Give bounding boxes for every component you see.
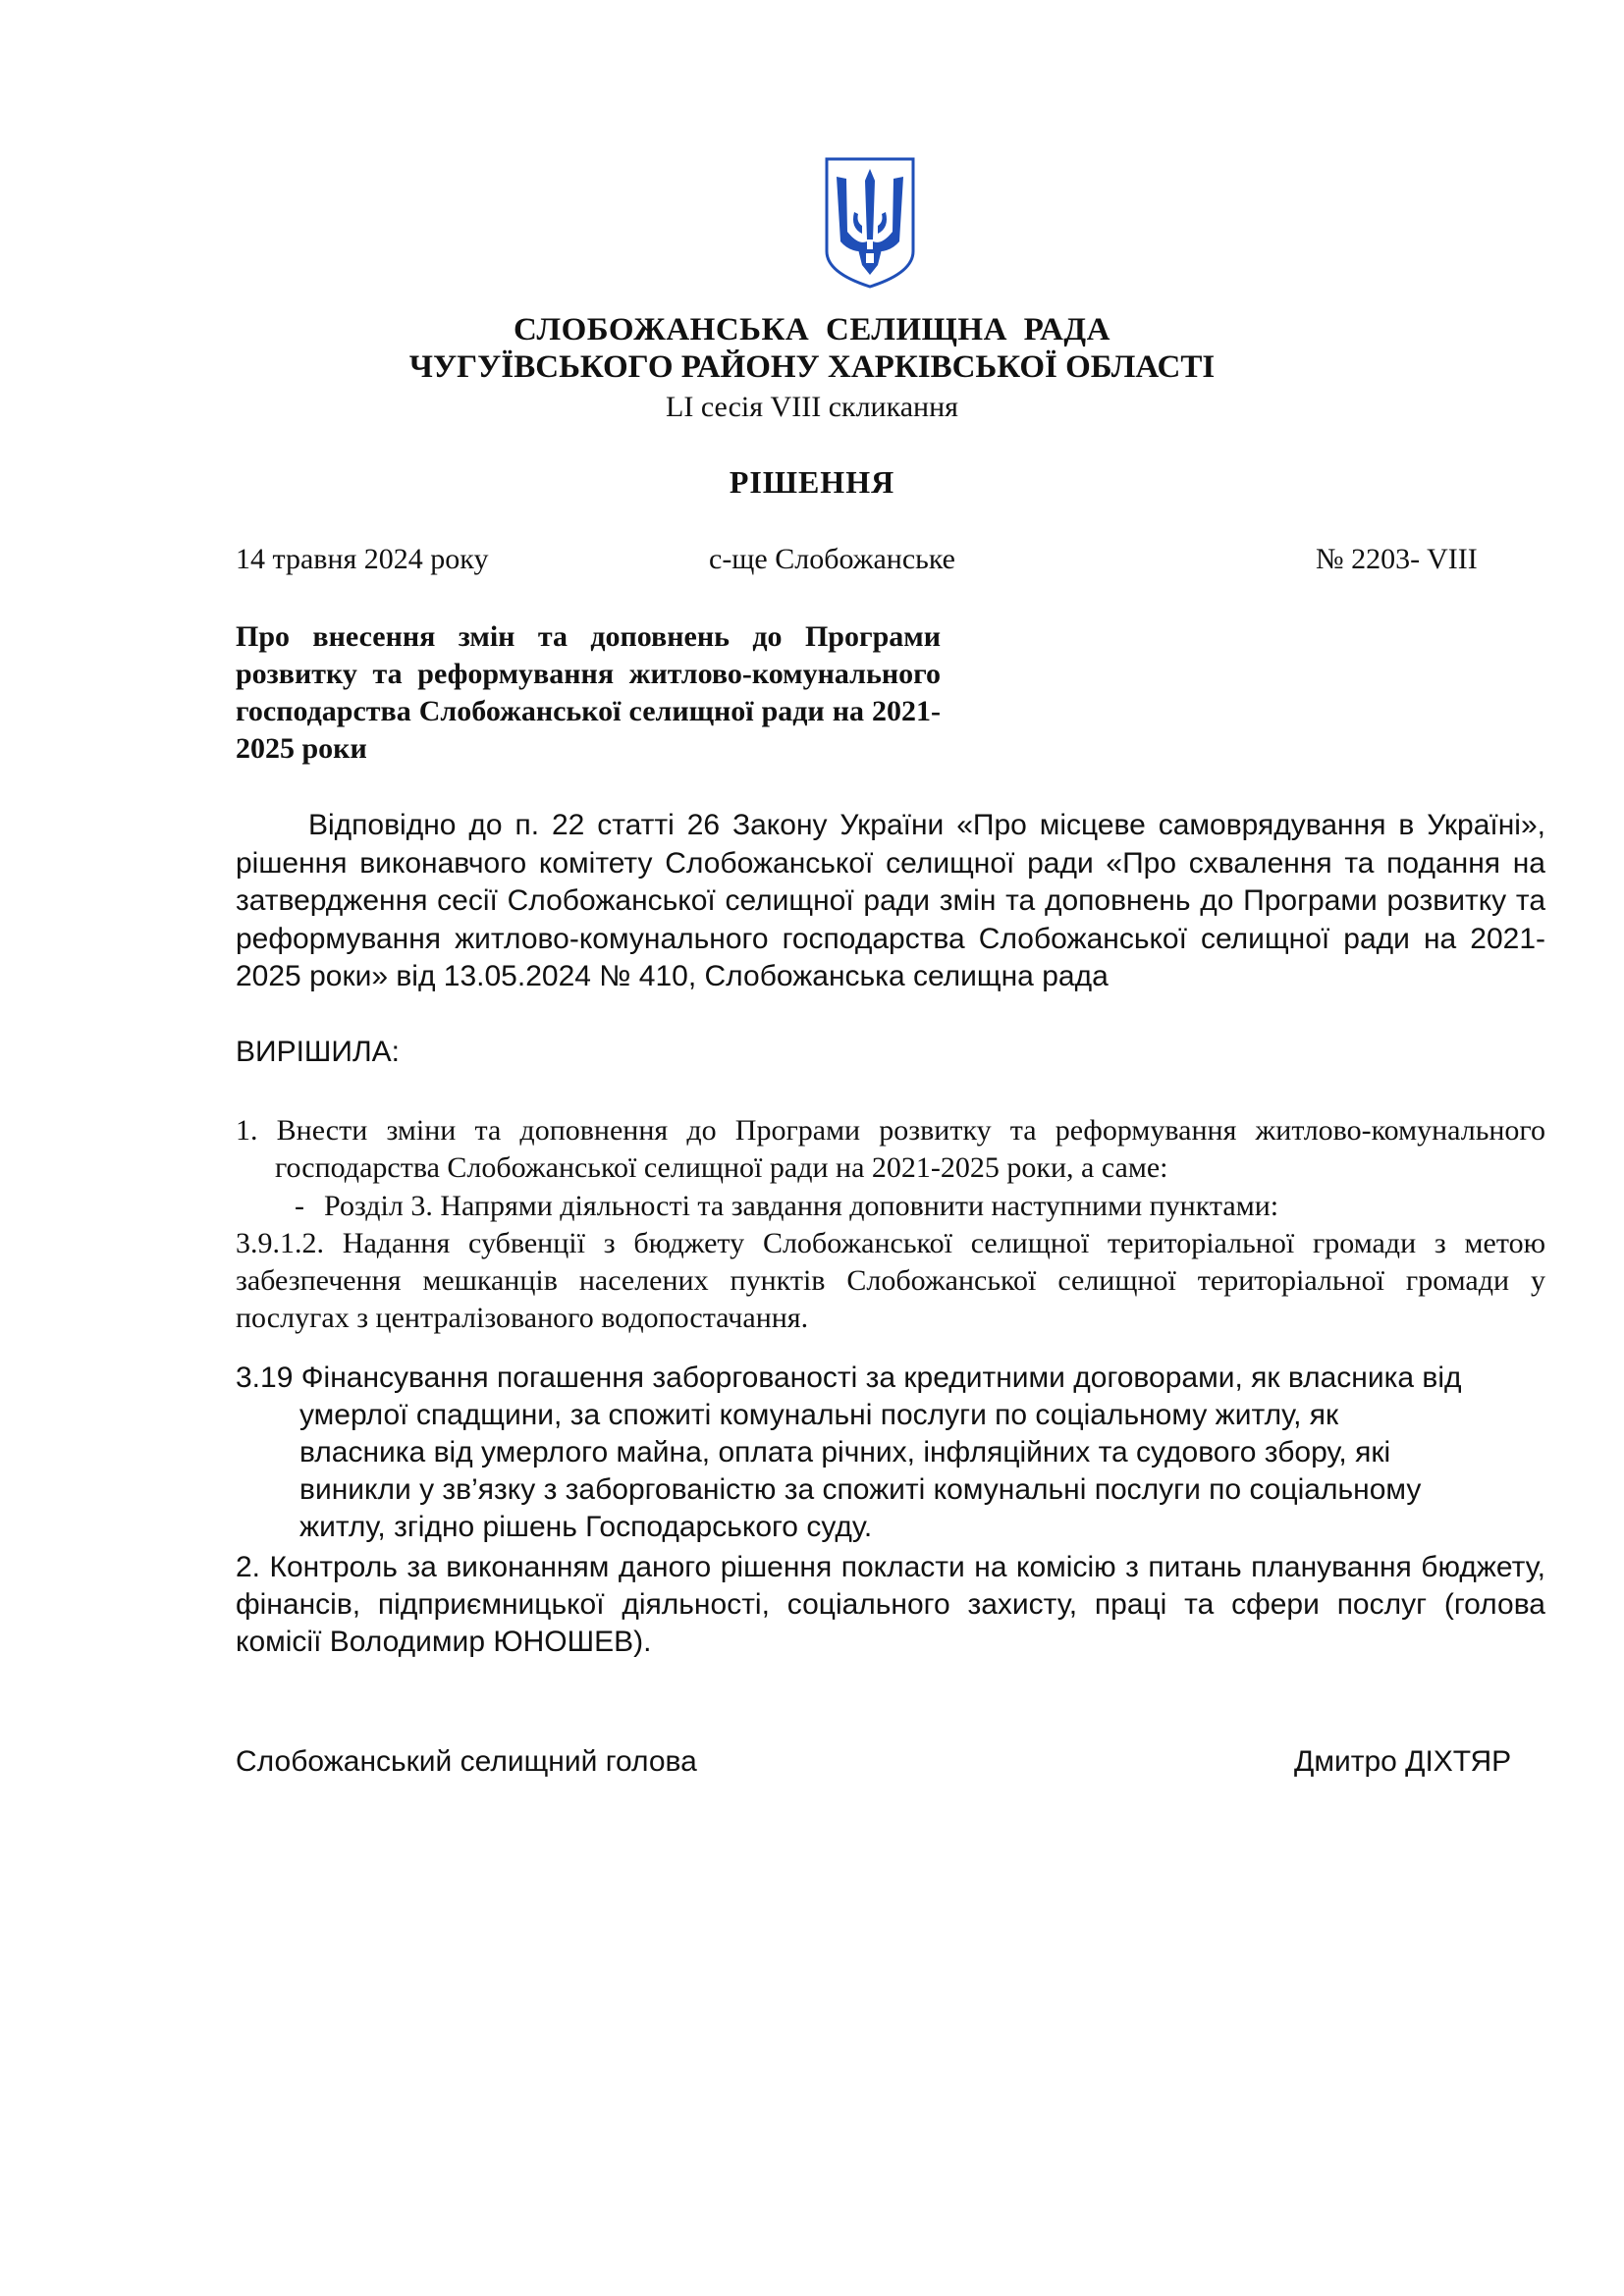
ukraine-trident-icon [823,155,917,290]
council-name: СЛОБОЖАНСЬКА СЕЛИЩНА РАДА [514,312,1110,347]
dash-item-text: Розділ 3. Напрями діяльності та завдання доповнити наступними пунктами: [324,1190,1279,1222]
decision-date: 14 травня 2024 року [236,543,489,575]
item-3-9-1-2: 3.9.1.2. Надання субвенції з бюджету Слобожанської селищної територіальної громади з метою забезпечення мешканців населених пунктів Слобожанської селищної територіальної громади у послугах з централізованого водопостачання. [236,1227,1545,1334]
decision-number: № 2203- VIII [1316,543,1478,575]
document-type: РІШЕННЯ [729,464,895,500]
item-2: 2. Контроль за виконанням даного рішення покласти на комісію з питань планування бюджету, фінансів, підприємницької діяльності, соціального захисту, праці та сфери послуг (голова комісії Володимир ЮНОШЕВ). [236,1551,1545,1658]
session-line: LI сесія VIII скликання [666,391,958,423]
signatory-title: Слобожанський селищний голова [236,1745,697,1778]
preamble-paragraph: Відповідно до п. 22 статті 26 Закону України «Про місцеве самоврядування в Україні», рішення виконавчого комітету Слобожанської селищної ради «Про схвалення та подання на затвердження сесії Слобожанської селищної ради змін та доповнень до Програми розвитку та реформування житлово-комунального господарства Слобожанської селищної ради на 2021-2025 роки» від 13.05.2024 № 410, Слобожанська селищна рада [236,809,1545,992]
item-1: 1. Внести зміни та доповнення до Програми розвитку та реформування житлово-комунального господарства Слобожанської селищної ради на 2021-2025 роки, а саме: [236,1114,1545,1184]
decision-subject: Про внесення змін та доповнень до Програми розвитку та реформування житлово-комунального господарства Слобожанської селищної ради на 2021-2025 роки [236,620,941,765]
decision-place: с-ще Слобожанське [709,543,955,575]
dash-list-item [295,1188,1278,1225]
item-3-19: 3.19 Фінансування погашення заборгованості за кредитними договорами, як власника від умерлої спадщини, за спожиті комунальні послуги по соціальному житлу, як власника від умерлого майна, оплата річних, інфляційних та судового збору, які виникли у зв’язку з заборгованістю за спожиті комунальні послуги по соціальному житлу, згідно рішень Господарського суду. [236,1362,1462,1543]
dash-marker: - [295,1190,304,1222]
district-region-name: ЧУГУЇВСЬКОГО РАЙОНУ ХАРКІВСЬКОЇ ОБЛАСТІ [408,349,1216,385]
decided-heading: ВИРІШИЛА: [236,1036,401,1068]
signatory-name: Дмитро ДІХТЯР [1294,1745,1512,1778]
